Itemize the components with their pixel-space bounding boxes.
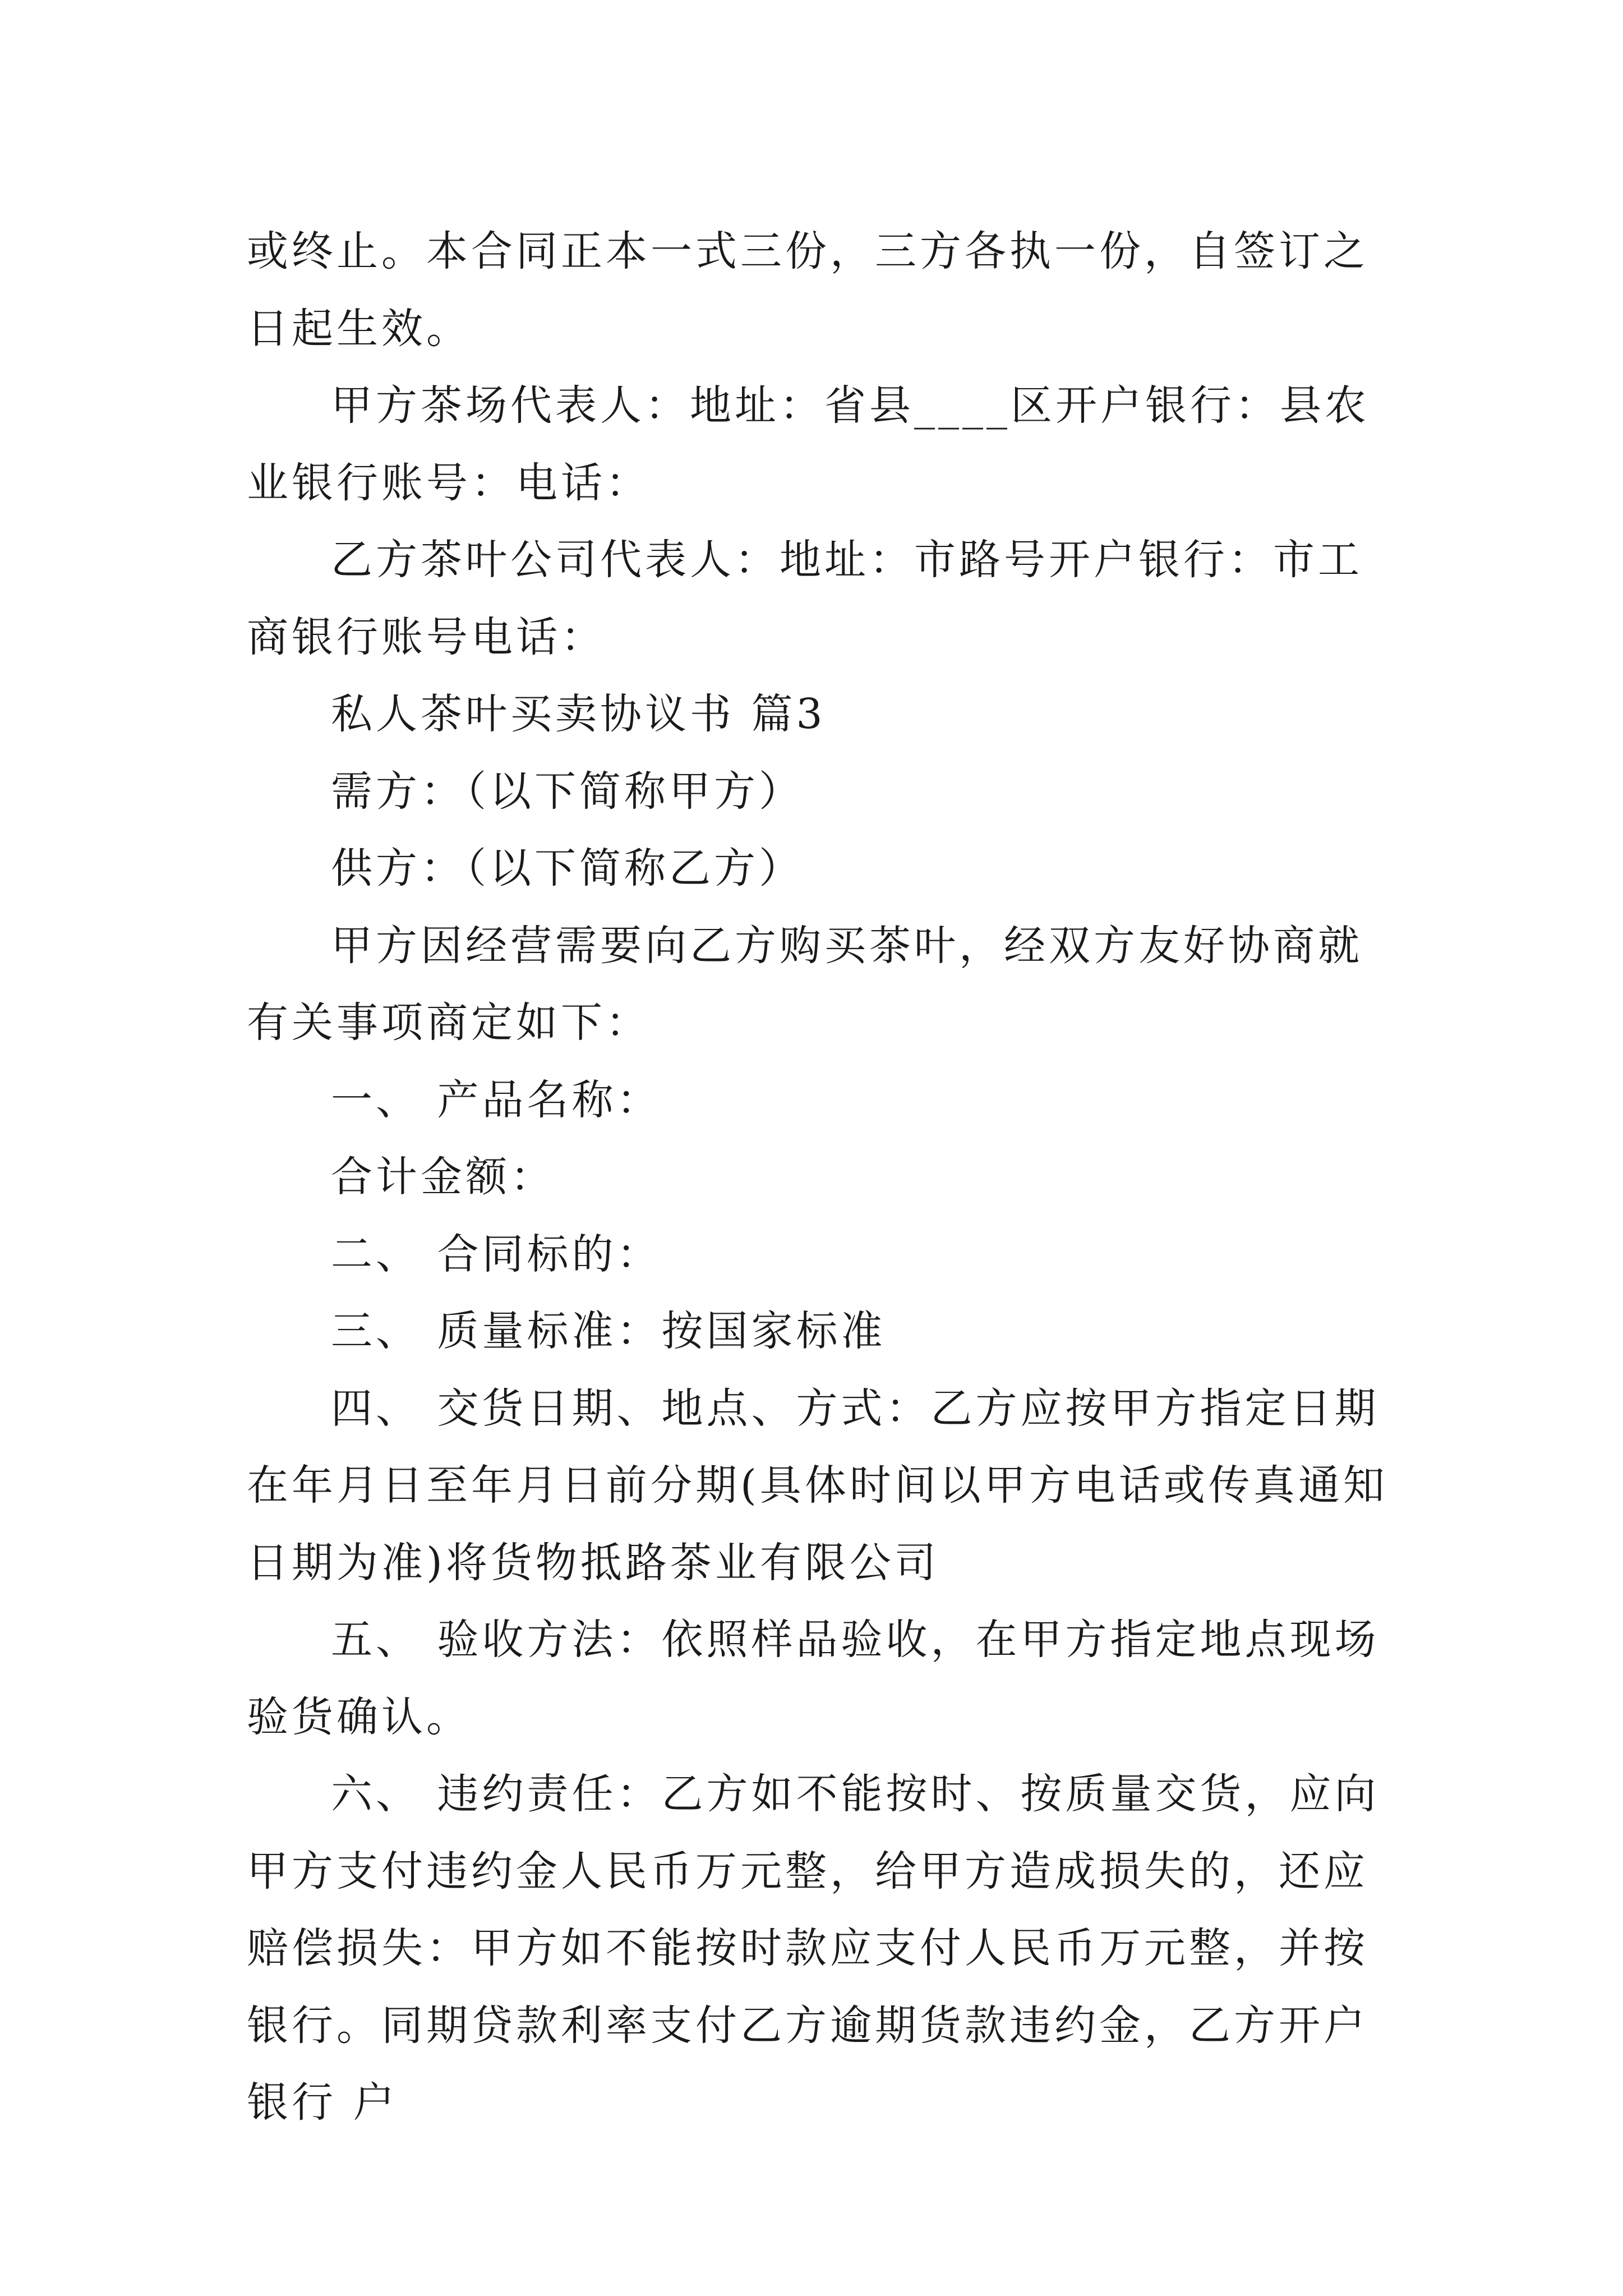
clause-delivery: 四、 交货日期、地点、方式：乙方应按甲方指定日期在年月日至年月日前分期(具体时间以甲方电话或传真通知日期为准)将货物抵路茶业有限公司 (247, 1384, 1388, 1587)
paragraph-preamble: 甲方因经营需要向乙方购买茶叶，经双方友好协商就有关事项商定如下： (247, 921, 1363, 1047)
section-heading: 私人茶叶买卖协议书 篇3 (331, 690, 826, 738)
paragraph-party-a-info: 甲方茶场代表人：地址：省县____区开户银行：县农业银行账号：电话： (247, 381, 1370, 507)
paragraph-contract-effect: 或终止。本合同正本一式三份，三方各执一份，自签订之日起生效。 (247, 227, 1368, 353)
document-body (247, 213, 1391, 2142)
paragraph-supplier: 供方：（以下简称乙方） (331, 844, 804, 892)
paragraph-buyer: 需方：（以下简称甲方） (331, 767, 804, 816)
clause-product-name: 一、 产品名称： (331, 1075, 662, 1124)
clause-contract-subject: 二、 合同标的： (331, 1230, 662, 1278)
clause-acceptance: 五、 验收方法：依照样品验收，在甲方指定地点现场验货确认。 (247, 1616, 1380, 1741)
clause-quality-standard: 三、 质量标准：按国家标准 (331, 1307, 886, 1355)
paragraph-party-b-info: 乙方茶叶公司代表人：地址：市路号开户银行：市工商银行账号电话： (247, 536, 1363, 661)
clause-liability: 六、 违约责任：乙方如不能按时、按质量交货，应向甲方支付违约金人民币万元整，给甲方造成损失的，还应赔偿损失：甲方如不能按时款应支付人民币万元整，并按银行。同期贷款利率支付乙方逾期货款违约金，乙方开户银行 户 (247, 1770, 1380, 2127)
clause-total-amount: 合计金额： (331, 1153, 555, 1201)
